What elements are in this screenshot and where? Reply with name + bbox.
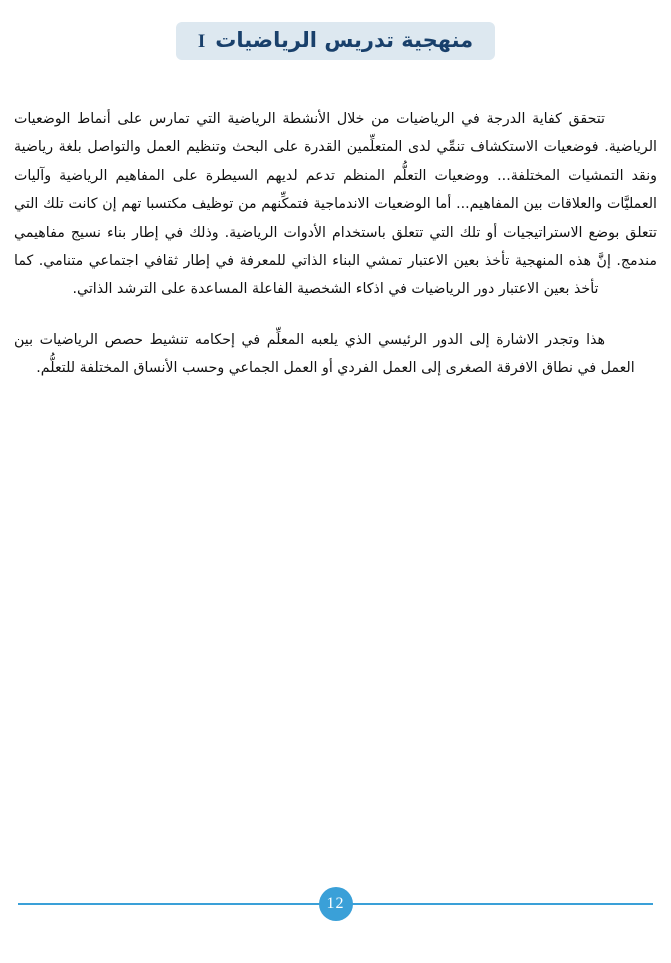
page-footer (0, 887, 671, 921)
section-heading (0, 22, 671, 60)
heading-number: I (197, 31, 206, 52)
paragraph-2: هذا وتجدر الاشارة إلى الدور الرئيسي الذي يلعبه المعلِّم في إحكامه تنشيط حصص الرياضيات بين العمل في نطاق الافرقة الصغرى إلى العمل الفردي أو العمل الجماعي وحسب الأنساق المختلفة للتعلُّم. (14, 331, 635, 377)
paragraph-1: تتحقق كفاية الدرجة في الرياضيات من خلال الأنشطة الرياضية التي تمارس على أنماط الوضعيات الرياضية. فوضعيات الاستكشاف تنمِّي لدى المتعلِّمين القدرة على البحث وتنظيم العمل والتواصل بلغة رياضية ونقد التمشيات المختلفة... ووضعيات التعلُّم المنظم تدعم لديهم السيطرة على المفاهيم الرياضية وآليات العمليَّات والعلاقات بين المفاهيم... أما الوضعيات الاندماجية فتمكِّنهم من توظيف مكتسبا تهم إن كانت تلك التي تتعلق بوضع الاستراتيجيات أو تلك التي تتعلق باستخدام الأدوات الرياضية. وذلك في إطار بناء نسيج مفاهيمي مندمج. إنَّ هذه المنهجية تأخذ بعين الاعتبار تمشي البناء الذاتي للمعرفة في إطار ثقافي اجتماعي متنامي. كما تأخذ بعين الاعتبار دور الرياضيات في اذكاء الشخصية الفاعلة المساعدة على الترشد الذاتي. (14, 111, 657, 298)
heading-box (176, 22, 495, 60)
heading-title: منهجية تدريس الرياضيات (215, 28, 474, 52)
body-text (14, 105, 657, 383)
page-number-badge: 12 (319, 887, 353, 921)
